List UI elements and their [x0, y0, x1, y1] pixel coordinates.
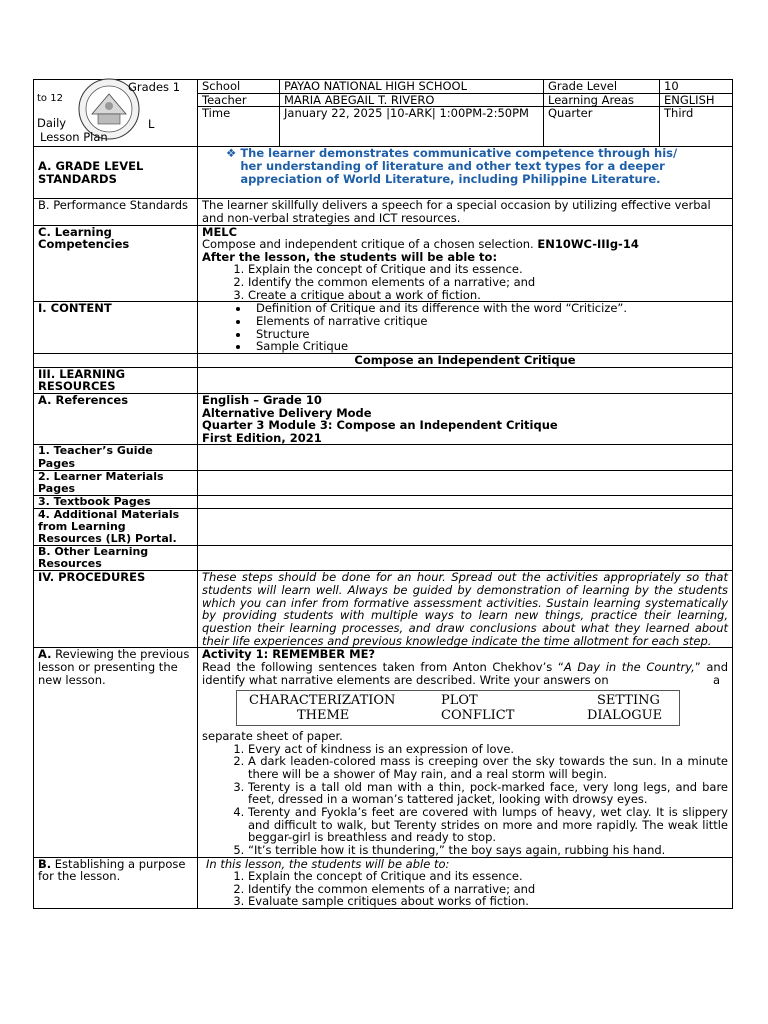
list-item: 3. Terenty is a tall old man with a thin, pock-marked face, very long legs, and bare feet, dressed in a woman’s tattered jacket, looking with drowsy eyes. [248, 781, 728, 806]
purpose-cell [198, 857, 733, 909]
grades-label: Grades 1 [128, 80, 181, 94]
activity-instructions: Read the following sentences taken from Anton Chekhov’s “A Day in the Country,” and identify what narrative elements are described. Write your answers on a [202, 659, 728, 687]
list-item: • Definition of Critique and its difference with the word “Criticize”. [250, 302, 728, 315]
list-item: 3. Evaluate sample critiques about works of fiction. [248, 895, 728, 908]
activity-items [202, 743, 728, 857]
element-label: CONFLICT [441, 708, 515, 724]
teachers-guide-label: 1. Teacher’s Guide Pages [34, 445, 198, 470]
list-item: • Elements of narrative critique [250, 315, 728, 328]
reference-line: Alternative Delivery Mode [202, 405, 372, 420]
references-label: A. References [34, 393, 198, 445]
competency-line [202, 238, 728, 251]
lesson-plan-label: Lesson Plan [40, 130, 108, 144]
list-item: 3. Create a critique about a work of fiction. [248, 289, 728, 302]
element-label: PLOT [441, 693, 478, 709]
purpose-list [202, 870, 728, 908]
objectives-intro: After the lesson, the students will be able to: [202, 249, 498, 264]
lesson-plan-table [33, 79, 733, 909]
learning-areas-label: Learning Areas [544, 93, 660, 107]
standards-label: A. GRADE LEVEL STANDARDS [34, 147, 198, 199]
teacher-value: MARIA ABEGAIL T. RIVERO [280, 93, 544, 107]
content-label: I. CONTENT [34, 302, 198, 354]
resources-empty-cell [198, 367, 733, 393]
melc-label: MELC [202, 224, 238, 239]
resources-label: III. LEARNING RESOURCES [34, 367, 198, 393]
content-list [202, 302, 728, 353]
quarter-label: Quarter [544, 107, 660, 147]
review-label: A. Reviewing the previous lesson or presenting the new lesson. [34, 648, 198, 857]
performance-text: The learner skillfully delivers a speech for a special occasion by utilizing effective verbal and non-verbal strategies and ICT resources. [198, 199, 733, 225]
performance-label: B. Performance Standards [34, 199, 198, 225]
list-item: • Structure [250, 328, 728, 341]
additional-materials-label: 4. Additional Materials from Learning Resources (LR) Portal. [34, 508, 198, 545]
competency-text: Compose and independent critique of a chosen selection. [202, 237, 534, 252]
reference-line: First Edition, 2021 [202, 430, 322, 445]
daily-label: Daily [37, 116, 67, 130]
element-label: THEME [297, 708, 350, 724]
list-item: 2. A dark leaden-colored mass is creeping over the sky towards the sun. In a minute there will be a shower of May rain, and a real storm will begin. [248, 755, 728, 780]
lesson-plan-document [33, 79, 732, 909]
list-item: 1. Every act of kindness is an expression of love. [248, 743, 728, 756]
reference-line: English – Grade 10 [202, 392, 322, 407]
school-value: PAYAO NATIONAL HIGH SCHOOL [280, 80, 544, 94]
teacher-label: Teacher [198, 93, 280, 107]
competency-code: EN10WC-IIIg-14 [537, 237, 639, 252]
textbook-pages-label: 3. Textbook Pages [34, 495, 198, 508]
procedures-label: IV. PROCEDURES [34, 571, 198, 648]
standards-cell [198, 147, 733, 199]
procedures-text: These steps should be done for an hour. Spread out the activities appropriately so that students will learn well. Always be guided by demonstration of learning by the students which you can infer from formative assessment activities. Sustain learning systematically by providing students with multiple ways to learn new things, practice their learning, question their learning processes, and draw conclusions about what they learned about their life experiences and previous knowledge indicate the time allotment for each step. [198, 571, 733, 648]
diamond-bullet-icon: ❖ [226, 146, 237, 161]
topic-title: Compose an Independent Critique [198, 353, 733, 367]
learning-areas-value: ENGLISH [660, 93, 733, 107]
list-item: 2. Identify the common elements of a narrative; and [248, 883, 728, 896]
time-value: January 22, 2025 |10-ARK| 1:00PM-2:50PM [280, 107, 544, 147]
review-cell [198, 648, 733, 857]
narrative-elements-box [236, 690, 680, 726]
time-label: Time [198, 107, 280, 147]
references-cell [198, 393, 733, 445]
competencies-cell [198, 225, 733, 302]
list-item: 1. Explain the concept of Critique and its essence. [248, 263, 728, 276]
grade-level-value: 10 [660, 80, 733, 94]
list-item: 5. “It’s terrible how it is thundering,” the boy says again, rubbing his hand. [248, 844, 728, 857]
quarter-value: Third [660, 107, 733, 147]
header-logo-cell [34, 80, 198, 147]
objectives-list [202, 263, 728, 301]
list-item: 2. Identify the common elements of a narrative; and [248, 276, 728, 289]
purpose-label: B. Establishing a purpose for the lesson. [34, 857, 198, 909]
answer-instruction: separate sheet of paper. [202, 729, 343, 744]
learner-materials-label: 2. Learner Materials Pages [34, 470, 198, 495]
purpose-intro: In this lesson, the students will be able to: [206, 856, 450, 871]
topic-empty-cell [34, 353, 198, 367]
other-resources-label: B. Other Learning Resources [34, 546, 198, 571]
element-label: DIALOGUE [587, 708, 663, 724]
school-label: School [198, 80, 280, 94]
to-label: to 12 [37, 93, 63, 104]
content-cell [198, 302, 733, 354]
activity-title: Activity 1: REMEMBER ME? [202, 647, 376, 662]
list-item: 4. Terenty and Fyokla’s feet are covered with lumps of heavy, wet clay. It is slippery and difficult to walk, but Terenty strides on more and more rapidly. The weak little beggar-girl is breathless and ready to stop. [248, 806, 728, 844]
reference-line: Quarter 3 Module 3: Compose an Independent Critique [202, 418, 558, 433]
list-item: • Sample Critique [250, 340, 728, 353]
l-label: L [148, 117, 155, 131]
list-item: 1. Explain the concept of Critique and its essence. [248, 870, 728, 883]
element-label: SETTING [597, 693, 660, 709]
element-label: CHARACTERIZATION [249, 693, 396, 709]
competencies-label: C. Learning Competencies [34, 225, 198, 302]
standards-text: The learner demonstrates communicative competence through his/ her understanding of literature and other text types for a deeper appreciation of World Literature, including Philippine Literature. [240, 146, 678, 186]
grade-level-label: Grade Level [544, 80, 660, 94]
